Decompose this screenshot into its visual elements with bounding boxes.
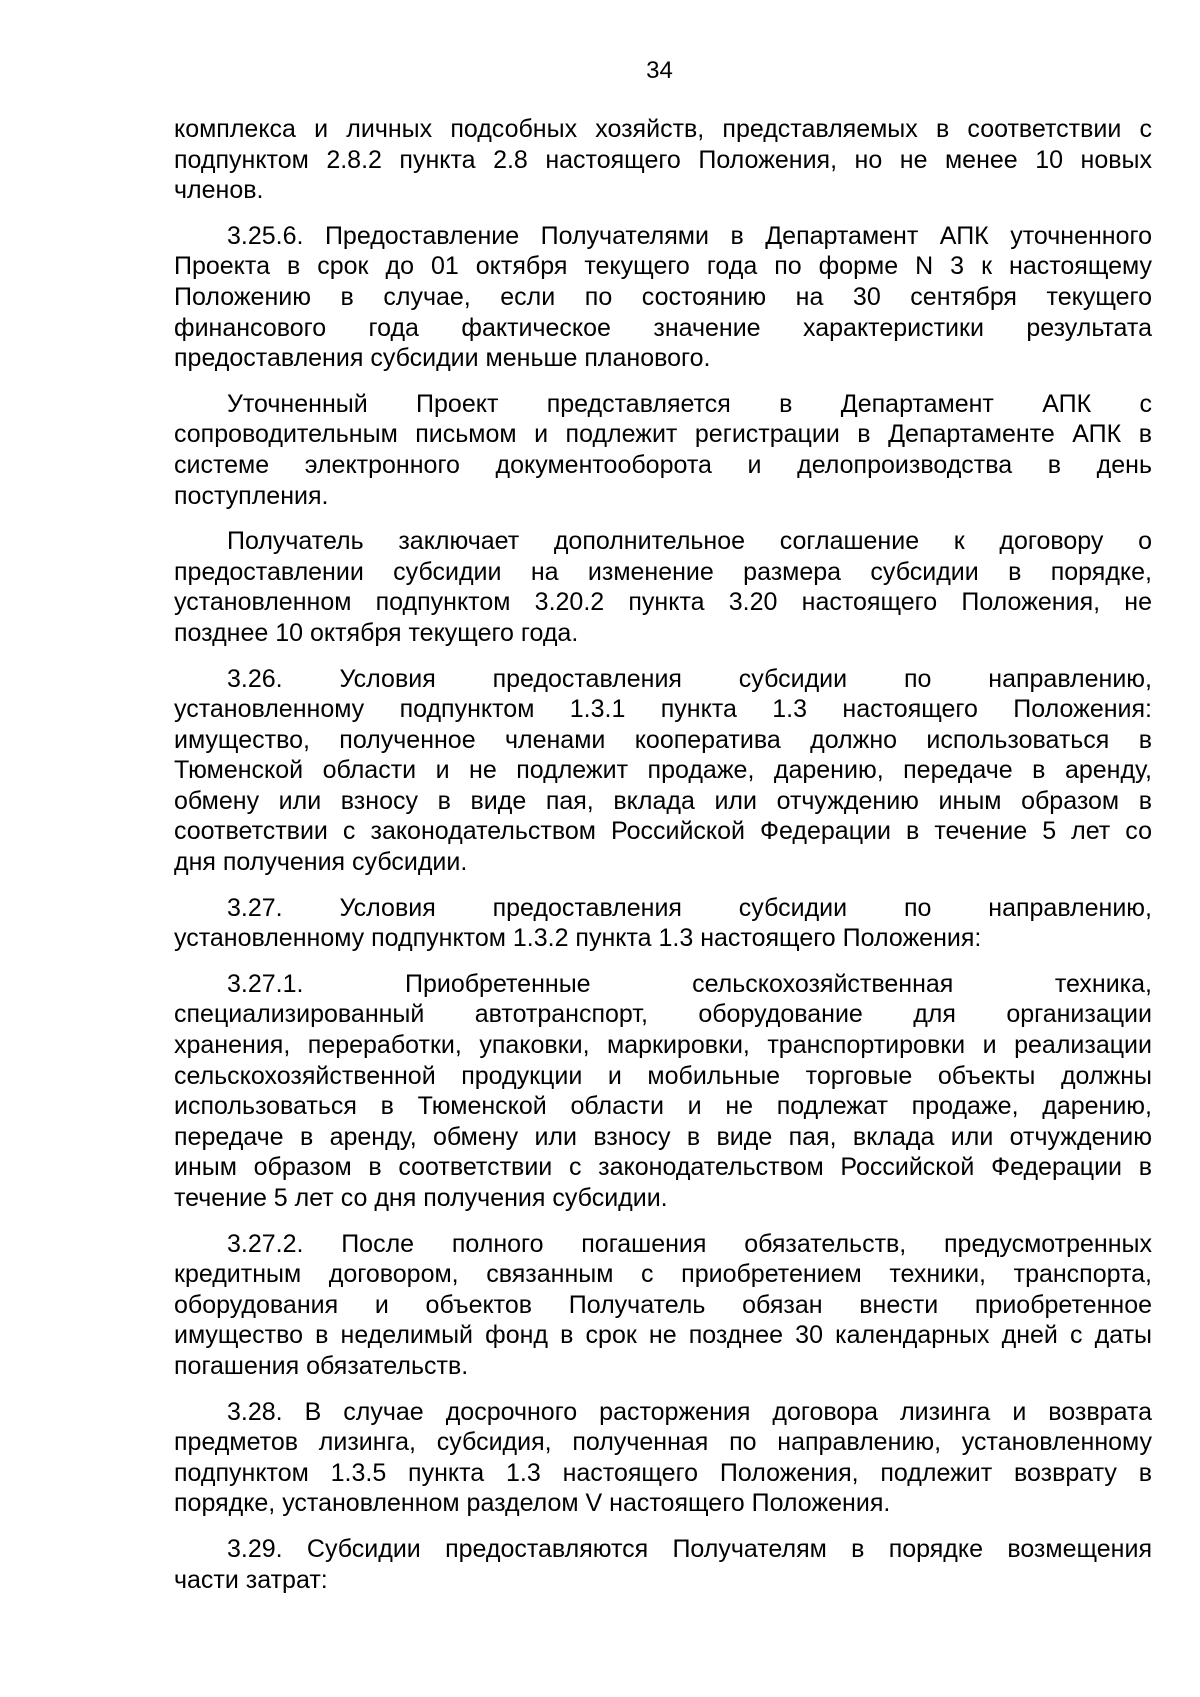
text-line: подпунктом 1.3.5 пункта 1.3 настоящего Положения, подлежит возврату в: [174, 1458, 1152, 1487]
text-line: оборудования и объектов Получатель обязан внести приобретенное: [174, 1290, 1152, 1319]
text-line: соответствии с законодательством Российской Федерации в течение 5 лет со: [174, 817, 1152, 846]
text-line: Получатель заключает дополнительное соглашение к договору о: [227, 527, 1152, 556]
paragraph-clause-3-27-1: [174, 969, 1152, 1214]
text-line: использоваться в Тюменской области и не подлежат продаже, дарению,: [174, 1092, 1152, 1121]
text-line: членов.: [174, 176, 264, 205]
text-line: Проекта в срок до 01 октября текущего года по форме N 3 к настоящему: [174, 252, 1152, 281]
paragraph-clause-3-27: [174, 893, 1152, 954]
text-line: имущество в неделимый фонд в срок не позднее 30 календарных дней с даты: [174, 1321, 1152, 1350]
text-line: установленному подпунктом 1.3.2 пункта 1.3 настоящего Положения:: [174, 924, 982, 953]
text-line: иным образом в соответствии с законодательством Российской Федерации в: [174, 1153, 1152, 1182]
text-line: предметов лизинга, субсидия, полученная по направлению, установленному: [174, 1428, 1152, 1457]
text-line: комплекса и личных подсобных хозяйств, представляемых в соответствии с: [174, 115, 1152, 143]
text-line: Положению в случае, если по состоянию на 30 сентября текущего: [174, 282, 1152, 311]
paragraph-continuation: [174, 114, 1152, 206]
text-line: поступления.: [174, 481, 329, 510]
paragraph-clause-3-26: [174, 664, 1152, 878]
text-line: системе электронного документооборота и делопроизводства в день: [174, 450, 1152, 479]
paragraph-clause-3-28: [174, 1397, 1152, 1519]
text-line: 3.29. Субсидии предоставляются Получателям в порядке возмещения: [227, 1534, 1152, 1563]
text-line: Тюменской области и не подлежит продаже, дарению, передаче в аренду,: [174, 756, 1152, 785]
text-line: позднее 10 октября текущего года.: [174, 618, 579, 647]
text-line: дня получения субсидии.: [174, 848, 468, 877]
text-line: 3.25.6. Предоставление Получателями в Департамент АПК уточненного: [227, 221, 1152, 250]
text-line: подпунктом 2.8.2 пункта 2.8 настоящего Положения, но не менее 10 новых: [174, 145, 1152, 174]
text-line: порядке, установленном разделом V настоящего Положения.: [174, 1489, 891, 1518]
page-number: 34: [646, 57, 673, 84]
paragraph-clause-3-29: [174, 1534, 1152, 1595]
text-line: передаче в аренду, обмену или взносу в виде пая, вклада или отчуждению: [174, 1122, 1152, 1151]
text-line: предоставления субсидии меньше планового.: [174, 344, 711, 373]
text-line: сопроводительным письмом и подлежит регистрации в Департаменте АПК в: [174, 420, 1152, 449]
text-line: Уточненный Проект представляется в Департамент АПК с: [227, 389, 1152, 418]
text-line: кредитным договором, связанным с приобретением техники, транспорта,: [174, 1260, 1152, 1289]
document-body: [174, 114, 1152, 1595]
text-line: специализированный автотранспорт, оборудование для организации: [174, 1000, 1152, 1029]
text-line: 3.26. Условия предоставления субсидии по направлению,: [227, 664, 1152, 693]
paragraph-recipient-agreement: [174, 526, 1152, 648]
text-line: хранения, переработки, упаковки, маркировки, транспортировки и реализации: [174, 1031, 1152, 1060]
text-line: обмену или взносу в виде пая, вклада или отчуждению иным образом в: [174, 786, 1152, 815]
text-line: 3.27.2. После полного погашения обязательств, предусмотренных: [227, 1229, 1152, 1258]
text-line: установленному подпунктом 1.3.1 пункта 1.3 настоящего Положения:: [174, 695, 1152, 724]
text-line: погашения обязательств.: [174, 1351, 469, 1380]
text-line: течение 5 лет со дня получения субсидии.: [174, 1184, 668, 1212]
text-line: предоставлении субсидии на изменение размера субсидии в порядке,: [174, 557, 1152, 586]
text-line: 3.27.1. Приобретенные сельскохозяйственная техника,: [227, 969, 1152, 998]
text-line: имущество, полученное членами кооператива должно использоваться в: [174, 725, 1152, 754]
text-line: 3.28. В случае досрочного расторжения договора лизинга и возврата: [227, 1397, 1152, 1426]
paragraph-clause-3-27-2: [174, 1229, 1152, 1382]
text-line: части затрат:: [174, 1565, 328, 1594]
text-line: 3.27. Условия предоставления субсидии по направлению,: [227, 893, 1152, 922]
text-line: финансового года фактическое значение характеристики результата: [174, 313, 1152, 342]
text-line: сельскохозяйственной продукции и мобильные торговые объекты должны: [174, 1061, 1152, 1090]
paragraph-clause-3-25-6: [174, 221, 1152, 374]
paragraph-refined-project: [174, 389, 1152, 511]
text-line: установленном подпунктом 3.20.2 пункта 3.20 настоящего Положения, не: [174, 588, 1152, 617]
